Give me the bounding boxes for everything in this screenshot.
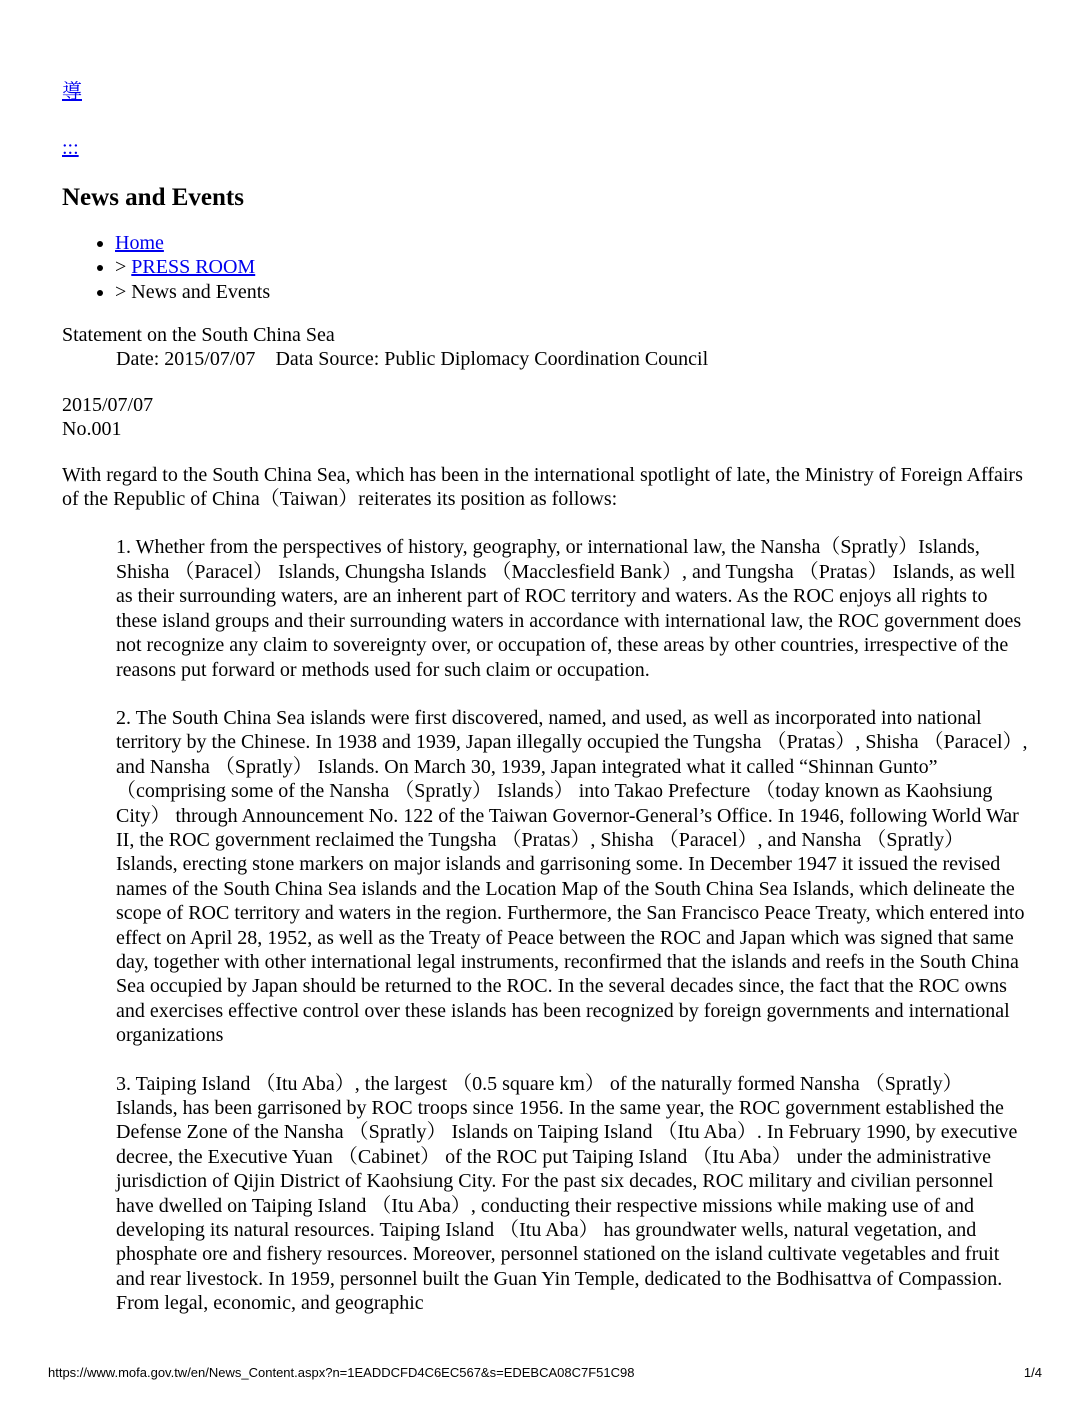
section-title: News and Events	[62, 183, 244, 211]
article-source-label: Data Source: Public Diplomacy Coordination Council	[275, 348, 709, 371]
page-url: https://www.mofa.gov.tw/en/News_Content.aspx?n=1EADDCFD4C6EC567&s=EDEBCA08C7F51C98	[48, 1365, 635, 1380]
page-content	[62, 80, 1028, 1316]
article-meta	[62, 347, 1028, 371]
article-lead: With regard to the South China Sea, which has been in the international spotlight of late, the Ministry of Foreign Affairs of the Republic of China（Taiwan）reiterates its position as follows:	[62, 463, 1023, 511]
article-date: 2015/07/07	[62, 393, 154, 416]
guide-link[interactable]: 導	[62, 81, 82, 103]
article-date-number	[62, 393, 1028, 442]
breadcrumb-item-home	[115, 231, 1028, 255]
article-point-2: 2. The South China Sea islands were first discovered, named, and used, as well as incorporated into national territory by the Chinese. In 1938 and 1939, Japan illegally occupied the Tungsha （Pratas）, Shisha （Paracel）, and Nansha （Spratly） Islands. On March 30, 1939, Japan integrated what it called “Shinnan Gunto” （comprising some of the Nansha （Spratly） Islands） into Takao Prefecture （today known as Kaohsiung City） through Announcement No. 122 of the Taiwan Governor-General’s Office. In 1946, following World War II, the ROC government reclaimed the Tungsha （Pratas）, Shisha （Paracel）, and Nansha （Spratly） Islands, erecting stone markers on major islands and garrisoning some. In December 1947 it issued the revised names of the South China Sea islands and the Location Map of the South China Sea Islands, which delineate the scope of ROC territory and waters in the region. Furthermore, the San Francisco Peace Treaty, which entered into effect on April 28, 1952, as well as the Treaty of Peace between the ROC and Japan which was signed that same day, together with other international legal instruments, reconfirmed that the islands and reefs in the South China Sea occupied by Japan should be returned to the ROC. In the several decades since, the fact that the ROC owns and exercises effective control over these islands has been recognized by foreign governments and international organizations	[116, 706, 1028, 1047]
article-point-1: 1. Whether from the perspectives of history, geography, or international law, the Nansha（Spratly）Islands, Shisha （Paracel） Islands, Chungsha Islands （Macclesfield Bank）, and Tungsha （Pratas） Islands, as well as their surrounding waters, are an inherent part of ROC territory and waters. As the ROC enjoys all rights to these island groups and their surrounding waters in accordance with international law, the ROC government does not recognize any claim to sovereignty over, or occupation of, these areas by other countries, irrespective of the reasons put forward or methods used for such claim or occupation.	[116, 536, 1022, 681]
home-link[interactable]: Home	[115, 231, 164, 254]
breadcrumb-item-press-room	[115, 255, 1028, 279]
article-number: No.001	[62, 418, 122, 441]
article-title: Statement on the South China Sea	[62, 324, 335, 347]
page-number: 1/4	[1023, 1365, 1042, 1380]
accesskey-link[interactable]: :::	[62, 137, 79, 160]
breadcrumb	[62, 231, 1028, 304]
breadcrumb-item-current: • > News and Events	[115, 280, 1028, 304]
article-point-3: 3. Taiping Island （Itu Aba）, the largest （0.5 square km） of the naturally formed Nansha （Spratly） Islands, has been garrisoned by ROC troops since 1956. In the same year, the ROC government established the Defense Zone of the Nansha （Spratly） Islands on Taiping Island （Itu Aba）. In February 1990, by executive decree, the Executive Yuan （Cabinet） of the ROC put Taiping Island （Itu Aba） under the administrative jurisdiction of Qijin District of Kaohsiung City. For the past six decades, ROC military and civilian personnel have dwelled on Taiping Island （Itu Aba）, conducting their respective missions while making use of and developing its natural resources. Taiping Island （Itu Aba） has groundwater wells, natural vegetation, and phosphate ore and fishery resources. Moreover, personnel stationed on the island cultivate vegetables and fruit and rear livestock. In 1959, personnel built the Guan Yin Temple, dedicated to the Bodhisattva of Compassion. From legal, economic, and geographic	[116, 1072, 1018, 1315]
article-date-label: Date: 2015/07/07	[116, 348, 256, 371]
breadcrumb-separator: >	[115, 256, 132, 279]
accesskey-skip	[62, 136, 1028, 160]
press-room-link[interactable]: PRESS ROOM	[131, 256, 256, 279]
guide-skip	[62, 80, 128, 104]
